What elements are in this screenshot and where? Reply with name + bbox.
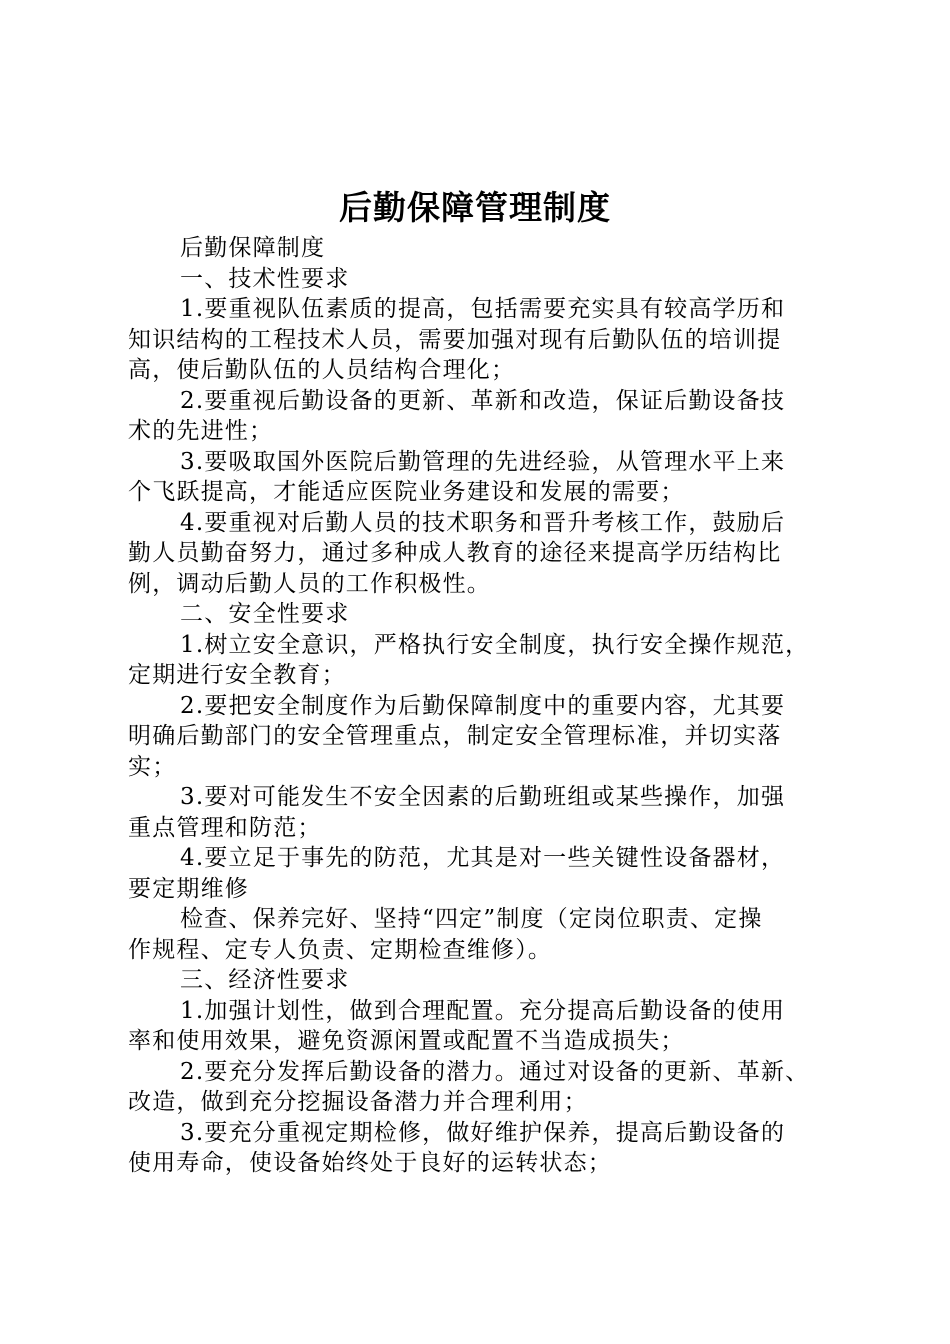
text-line: 三、经济性要求 — [180, 967, 350, 993]
text-line: 定期进行安全教育； — [128, 662, 346, 688]
text-line: 2.要重视后勤设备的更新、革新和改造，保证后勤设备技 — [180, 387, 786, 414]
text-line: 3.要对可能发生不安全因素的后勤班组或某些操作，加强 — [180, 784, 786, 810]
text-line: 3.要吸取国外医院后勤管理的先进经验，从管理水平上来 — [180, 448, 786, 475]
document-body — [128, 233, 840, 1179]
text-line: 勤人员勤奋努力，通过多种成人教育的途径来提高学历结构比 — [128, 540, 782, 566]
text-line: 4.要立足于事先的防范，尤其是对一些关键性设备器材， — [180, 845, 786, 871]
text-line: 重点管理和防范； — [128, 814, 322, 841]
text-line: 实； — [128, 753, 177, 780]
text-line: 一、技术性要求 — [180, 265, 350, 292]
text-line: 4.要重视对后勤人员的技术职务和晋升考核工作，鼓励后 — [180, 509, 786, 536]
text-line: 术的先进性； — [128, 418, 274, 444]
text-line: 1.要重视队伍素质的提高，包括需要充实具有较高学历和 — [180, 296, 786, 322]
text-line: 高，使后勤队伍的人员结构合理化； — [128, 357, 516, 383]
text-line: 3.要充分重视定期检修，做好维护保养，提高后勤设备的 — [180, 1119, 786, 1146]
document-title: 后勤保障管理制度 — [339, 188, 611, 227]
text-line: 检查、保养完好、坚持“四定”制度（定岗位职责、定操 — [180, 906, 763, 932]
text-line: 例，调动后勤人员的工作积极性。 — [128, 570, 491, 597]
text-line: 作规程、定专人负责、定期检查维修）。 — [128, 936, 553, 963]
text-line: 知识结构的工程技术人员，需要加强对现有后勤队伍的培训提 — [128, 326, 782, 353]
text-line: 1.树立安全意识，严格执行安全制度，执行安全操作规范， — [180, 631, 810, 658]
text-line: 2.要把安全制度作为后勤保障制度中的重要内容，尤其要 — [180, 692, 786, 719]
text-line: 二、安全性要求 — [180, 601, 350, 627]
text-line: 要定期维修 — [128, 875, 249, 902]
text-line: 率和使用效果，避免资源闲置或配置不当造成损失； — [128, 1028, 685, 1054]
text-line: 个飞跃提高，才能适应医院业务建设和发展的需要； — [128, 479, 685, 505]
text-line: 1.加强计划性，做到合理配置。充分提高后勤设备的使用 — [180, 997, 786, 1024]
text-line: 后勤保障制度 — [180, 235, 326, 261]
text-line: 使用寿命，使设备始终处于良好的运转状态； — [128, 1150, 612, 1176]
text-line: 明确后勤部门的安全管理重点，制定安全管理标准，并切实落 — [128, 723, 782, 749]
text-line: 2.要充分发挥后勤设备的潜力。通过对设备的更新、革新、 — [180, 1058, 810, 1085]
text-line: 改造，做到充分挖掘设备潜力并合理利用； — [128, 1089, 588, 1115]
